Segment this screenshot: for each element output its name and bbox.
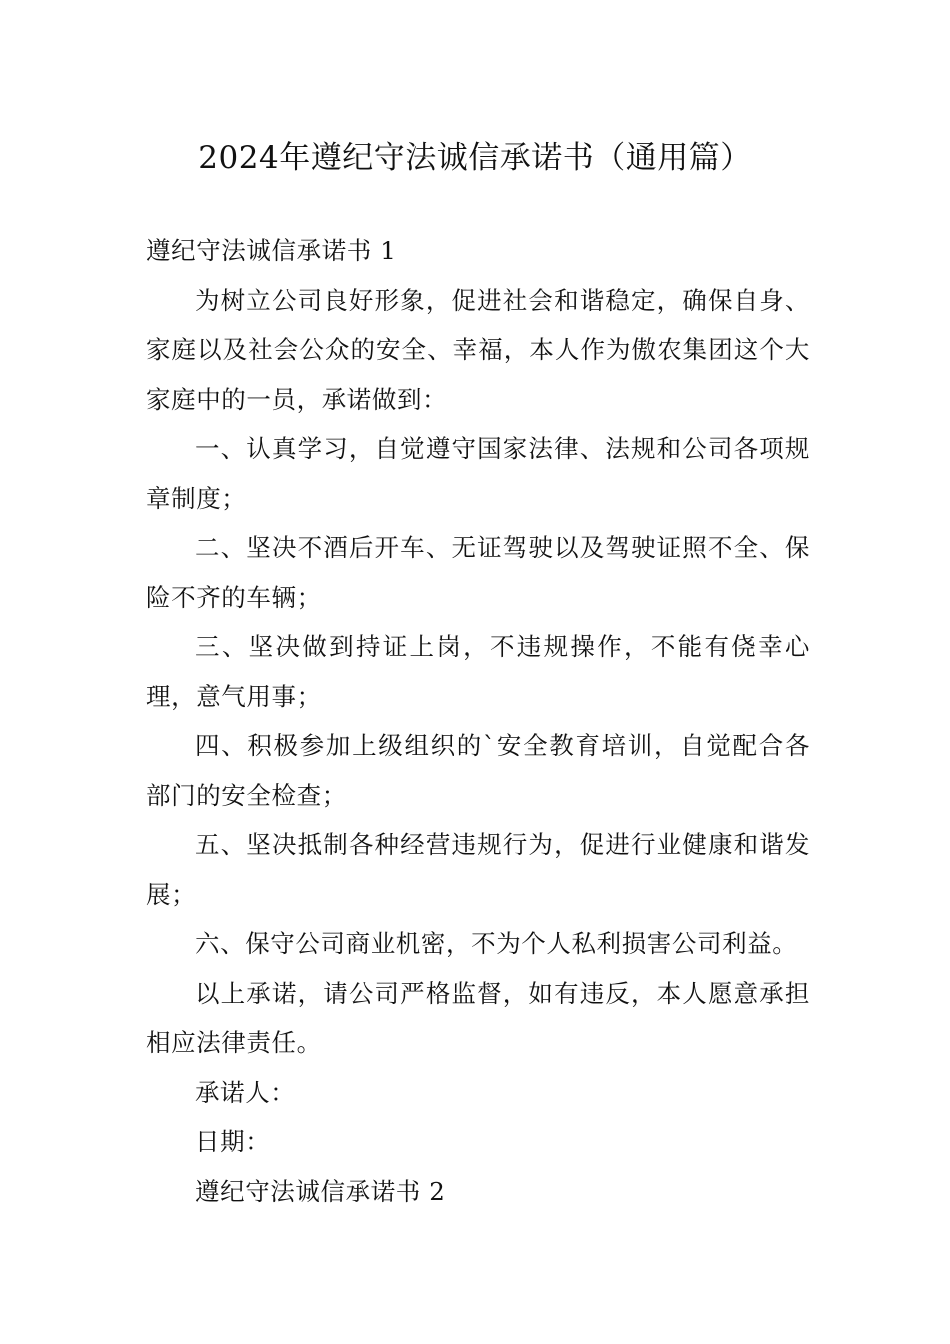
pledge-item-4: 四、积极参加上级组织的`安全教育培训，自觉配合各部门的安全检查； <box>146 731 810 810</box>
closing-paragraph: 以上承诺，请公司严格监督，如有违反，本人愿意承担相应法律责任。 <box>146 978 810 1057</box>
pledge-item-2: 二、坚决不酒后开车、无证驾驶以及驾驶证照不全、保险不齐的车辆； <box>146 533 810 612</box>
intro-paragraph: 为树立公司良好形象，促进社会和谐稳定，确保自身、家庭以及社会公众的安全、幸福，本人作为傲农集团这个大家庭中的一员，承诺做到： <box>146 285 810 414</box>
pledge-item-3: 三、坚决做到持证上岗，不违规操作，不能有侥幸心理，意气用事； <box>146 632 810 711</box>
document-body <box>146 226 810 1216</box>
section-heading-1: 遵纪守法诚信承诺书 1 <box>146 236 397 265</box>
section-heading-2: 遵纪守法诚信承诺书 2 <box>195 1176 446 1206</box>
promisor-label: 承诺人： <box>195 1077 296 1107</box>
pledge-item-5: 五、坚决抵制各种经营违规行为，促进行业健康和谐发展； <box>146 830 810 909</box>
date-label: 日期： <box>195 1127 271 1156</box>
document-title: 2024年遵纪守法诚信承诺书（通用篇） <box>198 140 752 176</box>
pledge-item-1: 一、认真学习，自觉遵守国家法律、法规和公司各项规章制度； <box>146 434 810 513</box>
pledge-item-6: 六、保守公司商业机密，不为个人私利损害公司利益。 <box>195 929 798 958</box>
